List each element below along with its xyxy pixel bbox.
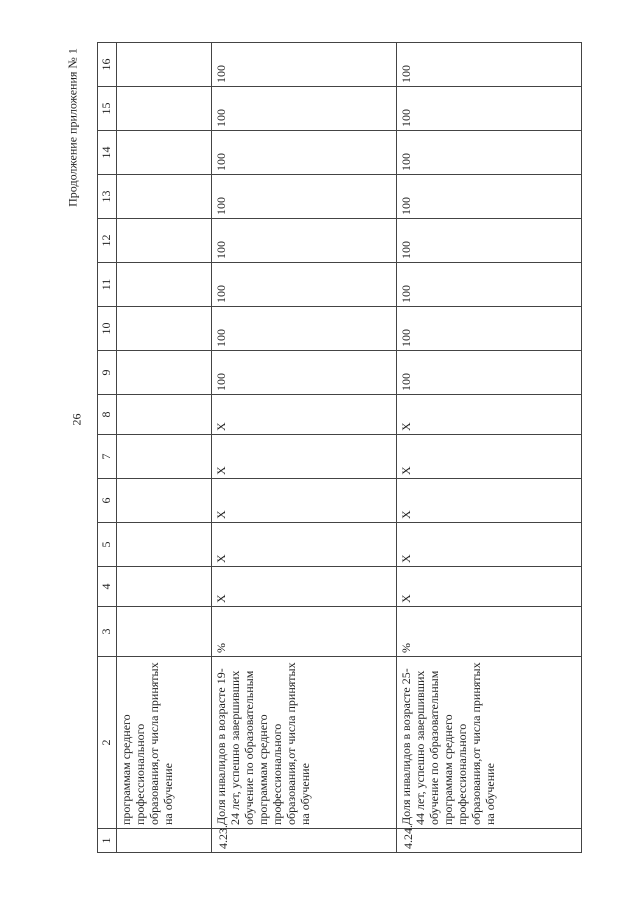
value-cell: X	[397, 435, 582, 479]
header-cell: 13	[98, 175, 117, 219]
table-row	[117, 43, 212, 853]
value-cell: X	[397, 479, 582, 523]
table-sheet	[97, 43, 577, 853]
value-cell	[117, 175, 212, 219]
value-cell: 100	[212, 219, 397, 263]
value-cell	[117, 351, 212, 395]
value-cell	[117, 435, 212, 479]
header-cell: 2	[98, 657, 117, 829]
indicators-table	[97, 42, 582, 853]
indicator-name: Доля инвалидов в возрасте 25-44 лет, успешно завершивших обучение по образовательным программам среднего профессионального образования,от числа принятых на обучение	[397, 657, 582, 829]
value-cell	[117, 479, 212, 523]
header-cell: 9	[98, 351, 117, 395]
table-row	[397, 43, 582, 853]
value-cell: 100	[397, 87, 582, 131]
indicator-name: Доля инвалидов в возрасте 19-24 лет, успешно завершивших обучение по образовательным программам среднего профессионального образования,от числа принятых на обучение	[212, 657, 397, 829]
header-cell: 14	[98, 131, 117, 175]
header-cell: 5	[98, 523, 117, 567]
page-number: 26	[69, 413, 84, 426]
row-number	[117, 829, 212, 853]
row-number: 4.23.	[212, 829, 397, 853]
value-cell: 100	[397, 175, 582, 219]
value-cell: 100	[397, 351, 582, 395]
header-cell: 4	[98, 567, 117, 607]
header-cell: 11	[98, 263, 117, 307]
value-cell: 100	[212, 263, 397, 307]
unit-cell: %	[212, 607, 397, 657]
value-cell: X	[212, 395, 397, 435]
value-cell: 100	[212, 307, 397, 351]
header-cell: 12	[98, 219, 117, 263]
value-cell: 100	[397, 219, 582, 263]
header-cell: 8	[98, 395, 117, 435]
value-cell	[117, 131, 212, 175]
continuation-note: Продолжение приложения № 1	[65, 48, 80, 207]
header-cell: 10	[98, 307, 117, 351]
value-cell: 100	[212, 87, 397, 131]
value-cell: X	[212, 435, 397, 479]
value-cell	[117, 87, 212, 131]
value-cell: X	[212, 567, 397, 607]
header-cell: 1	[98, 829, 117, 853]
value-cell: X	[212, 479, 397, 523]
unit-cell: %	[397, 607, 582, 657]
value-cell: 100	[212, 175, 397, 219]
header-cell: 7	[98, 435, 117, 479]
indicator-name: программам среднего профессионального образования,от числа принятых на обучение	[117, 657, 212, 829]
value-cell: X	[397, 523, 582, 567]
value-cell	[117, 219, 212, 263]
table-row	[212, 43, 397, 853]
row-number: 4.24.	[397, 829, 582, 853]
header-cell: 3	[98, 607, 117, 657]
value-cell	[117, 43, 212, 87]
value-cell: 100	[212, 351, 397, 395]
table-landscape	[97, 43, 577, 853]
value-cell	[117, 395, 212, 435]
value-cell: 100	[397, 131, 582, 175]
header-row	[98, 43, 117, 853]
value-cell: 100	[397, 263, 582, 307]
value-cell: X	[397, 567, 582, 607]
header-cell: 6	[98, 479, 117, 523]
value-cell: 100	[212, 131, 397, 175]
value-cell: 100	[397, 307, 582, 351]
value-cell: 100	[397, 43, 582, 87]
header-cell: 16	[98, 43, 117, 87]
value-cell	[117, 263, 212, 307]
value-cell: 100	[212, 43, 397, 87]
value-cell	[117, 567, 212, 607]
header-cell: 15	[98, 87, 117, 131]
value-cell: X	[212, 523, 397, 567]
value-cell	[117, 523, 212, 567]
unit-cell	[117, 607, 212, 657]
value-cell: X	[397, 395, 582, 435]
value-cell	[117, 307, 212, 351]
